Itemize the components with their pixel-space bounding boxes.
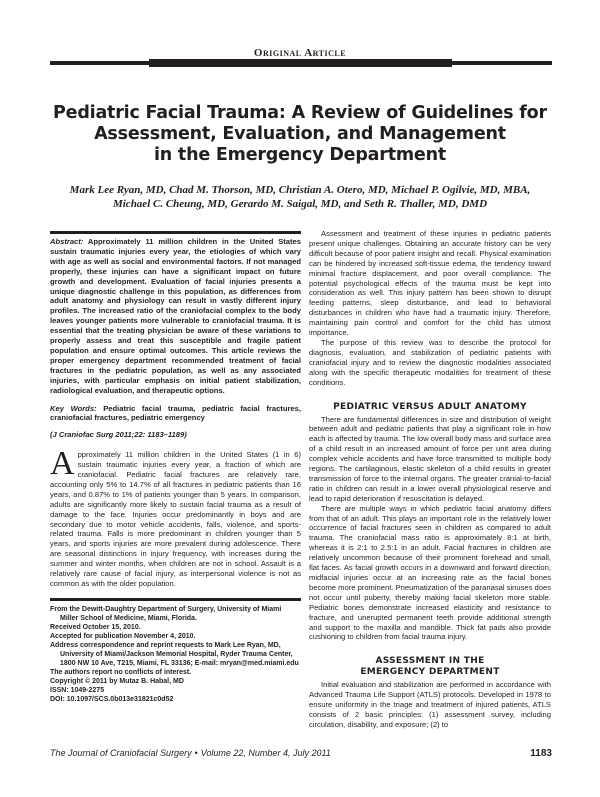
title-line-3: in the Emergency Department (153, 145, 446, 165)
section-heading-anatomy: PEDIATRIC VERSUS ADULT ANATOMY (333, 401, 527, 412)
keywords-lead: Key Words: (50, 403, 97, 413)
title-line-1: Pediatric Facial Trauma: A Review of Guidelines for (53, 103, 547, 123)
citation: (J Craniofac Surg 2011;22: 1183–1189) (50, 430, 187, 440)
body-paragraph: Assessment and treatment of these injuries in pediatric patients present unique challenges. Obtaining an accurate history can be very difficult because of poor patient insight and recall. Physical examination can be hindered by increased soft-tissue edema, the tendency toward minimal fracture displacement, and poor overall compliance. The potential psychological effects of the trauma must be kept into consideration as well. This injury pattern has been shown to disrupt feeding patterns, sleep disturbance, and lead to behavioral disturbances in children who have had a traumatic injury. Therefore, maintaining pain control and comfort for the child has utmost importance. (309, 229, 551, 338)
heading-line-1: ASSESSMENT IN THE (375, 656, 485, 667)
body-paragraph: There are multiple ways in which pediatric facial anatomy differs from that of an adult. This plays an important role in the relatively lower occurrence of facial fractures seen in children as compared to adult trauma. The craniofacial mass ratio is approximately 8:1 at birth, whereas it is 2:1 to 2.5:1 in an adult. Facial fractures in children are relatively uncommon because of their prominent forehead and small, flat faces. As facial growth occurs in a downward and forward direction, midfacial injuries occur at an increasing rate as the facial bones become more prominent. Pneumatization of the paranasal sinuses does not occur until puberty, thereby making facial skeleton more stable. Pediatric bones demonstrate increased elasticity and resistance to fracture, and unerupted permanent teeth provide additional strength and support to the maxilla and mandible. Thick fat pads also provide cushioning to children from facial trauma injury. (309, 503, 551, 642)
footnote-conflicts: The authors report no conflicts of interest. (50, 668, 192, 676)
footer-journal-info (50, 748, 331, 758)
abstract-body: Approximately 11 million children in the United States sustain traumatic injuries every year, the etiologies of which vary with age as well as social and environmental factors. If not managed properly, these injuries can have a significant impact on future growth and development. Evaluation of facial injuries presents a unique diagnostic challenge in this population, as differences from adult anatomy and physiology can result in vastly different injury profiles. The increased ratio of the craniofacial complex to the body leaves younger patients more vulnerable to craniofacial trauma. It is essential that the treating physician be aware of these variations to properly assess and treat this susceptible and fragile patient population and ensure optimal outcomes. This article reviews the proper emergency department recommended treatment of facial fractures in the pediatric population, as well as any associated injuries, with particular emphasis on initial patient stabilization, radiological evaluation, and therapeutic options. (50, 237, 301, 395)
footnote-issn: ISSN: 1049-2275 (50, 686, 105, 694)
section-label: Original Article (253, 47, 347, 59)
intro-paragraph (50, 445, 301, 589)
body-paragraph: The purpose of this review was to describe the protocol for diagnosis, evaluation, and stabilization of pediatric patients with craniofacial injury and to review the diagnostic modalities associated along with the specific therapeutic modalities for treatment of these conditions. (309, 337, 551, 387)
footnotes (50, 605, 301, 704)
keywords-body: Pediatric facial trauma, pediatric facial fractures, craniofacial fractures, pediatric emergency (50, 403, 301, 423)
footnote-affiliation: From the Dewitt-Daughtry Department of Surgery, University of Miami Miller School of Medicine, Miami, Florida. (50, 605, 282, 622)
footnote-correspondence: Address correspondence and reprint requests to Mark Lee Ryan, MD, University of Miami/Jackson Memorial Hospital, Ryder Trauma Center, 1800 NW 10 Ave, T215, Miami, FL 33136; E-mail: mryan@med.miami.edu (50, 641, 299, 667)
abstract (50, 237, 301, 396)
authors-line-2: Michael C. Cheung, MD, Gerardo M. Saigal, MD, and Seth R. Thaller, MD, DMD (112, 198, 488, 210)
journal-name: The Journal of Craniofacial Surgery (50, 748, 192, 758)
title-line-2: Assessment, Evaluation, and Management (94, 124, 506, 144)
section-heading-assessment (309, 656, 551, 678)
footnote-received: Received October 15, 2010. (50, 623, 141, 631)
author-list (40, 183, 560, 211)
page-number: 1183 (530, 748, 552, 759)
drop-cap: A (50, 445, 75, 483)
authors-line-1: Mark Lee Ryan, MD, Chad M. Thorson, MD, Christian A. Otero, MD, Michael P. Ogilvie, MD, MBA, (69, 184, 531, 196)
left-column (50, 232, 301, 704)
footnote-accepted: Accepted for publication November 4, 2010. (50, 632, 196, 640)
issue-info: Volume 22, Number 4, July 2011 (200, 748, 331, 758)
article-title (40, 103, 560, 166)
bullet-separator: • (194, 748, 198, 758)
footnote-doi: DOI: 10.1097/SCS.0b013e31821c0d52 (50, 695, 174, 703)
keywords (50, 404, 301, 424)
body-paragraph: There are fundamental differences in size and distribution of weight between adult and pediatric patients that play a significant role in how each is affected by trauma. The low overall body mass and surface area of a child result in an increased amount of force per unit area during complex vehicle accidents and have force transmitted to multiple body regions. The cartilaginous, elastic skeleton of a child results in greater transmission of force to the internal organs. The greater cranial-to-facial ratio in children can result in a lower overall physiological reserve and lead to rapid deterioration if resuscitation is delayed. (309, 414, 552, 503)
intro-body: pproximately 11 million children in the United States (1 in 6) sustain traumatic injuries every year, a fraction of which are craniofacial. Pediatric facial fractures are relatively rare, accounting only 5% to 14.7% of all fractures in pediatric patients than 16 years, and 0.87% to 1% of patients younger than 5 years. In comparison, adults are significantly more likely to sustain facial trauma as a result of damage to the face. Injuries occur predominantly in boys and are secondary due to motor vehicle accidents, falls, violence, and sports-related trauma. Falls is more predominant in children younger than 5 years, and sports injuries are more prevalent during adolescence. There are seasonal distinctions in injury frequency, with increases during the summer and winter months, when children are not in school. Assault is a relatively rare cause of facial injury, as interpersonal violence is not as common as with the older population. (50, 450, 301, 588)
right-column (309, 229, 551, 730)
body-paragraph: Initial evaluation and stabilization are performed in accordance with Advanced Trauma Life Support (ATLS) protocols. Developed in 1978 to ensure uniformity in the triage and treatment of injured patients, ATLS consists of 2 basic principles: (1) assessment survey, including circulation, disability, and exposure; (2) to (309, 680, 551, 729)
footnote-rule (50, 598, 301, 601)
abstract-lead: Abstract: (50, 237, 84, 246)
footnote-copyright: Copyright © 2011 by Mutaz B. Habal, MD (50, 677, 184, 685)
heading-line-2: EMERGENCY DEPARTMENT (360, 667, 500, 678)
header-rule-thick (149, 59, 452, 67)
